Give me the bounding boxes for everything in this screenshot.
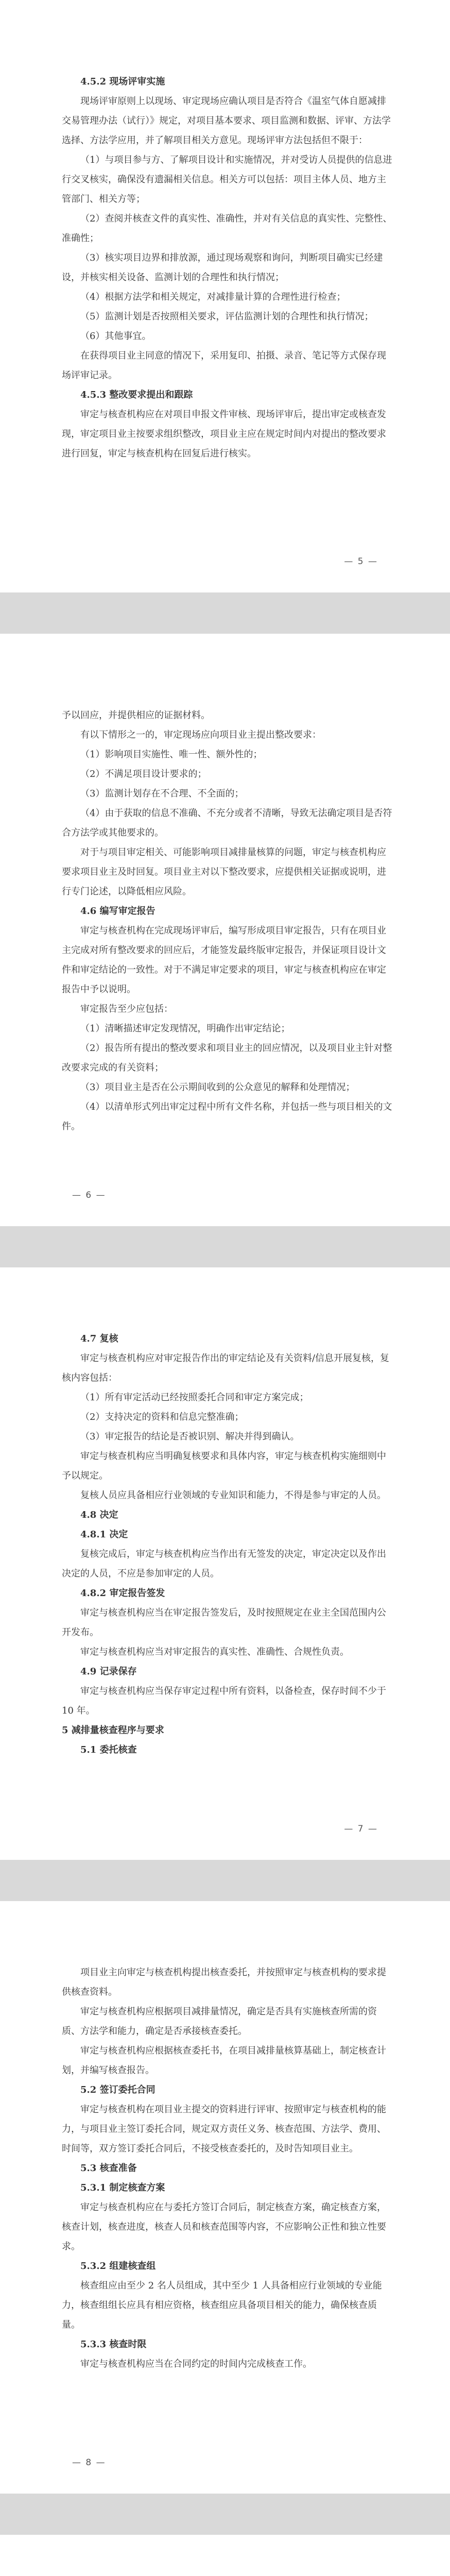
- paragraph: 审定与核查机构应根据核查委托书，在项目减排量核算基础上，制定核查计划，并编写核查报告。: [62, 2045, 386, 2076]
- paragraph: （2）报告所有提出的整改要求和项目业主的回应情况，以及项目业主针对整改要求完成的有关资料；: [62, 1043, 392, 1073]
- section-heading: 4.8 决定: [80, 1510, 118, 1520]
- paragraph: 审定与核查机构应在与委托方签订合同后，制定核查方案，确定核查方案，核查计划，核查进度，核查人员和核查范围等内容，不应影响公正性和独立性要求。: [62, 2202, 386, 2252]
- paragraph: （6）其他事宜。: [80, 331, 151, 342]
- section-heading: 4.8.1 决定: [80, 1529, 128, 1540]
- paragraph: 项目业主向审定与核查机构提出核查委托，并按照审定与核查机构的要求提供核查资料。: [62, 1967, 386, 1997]
- document-page-4: [0, 1901, 450, 2494]
- section-heading: 4.8.2 审定报告签发: [80, 1588, 165, 1599]
- paragraph: （1）所有审定活动已经按照委托合同和审定方案完成；: [80, 1392, 309, 1403]
- document-page-5: [0, 2535, 450, 2576]
- section-heading: 4.5.3 整改要求提出和跟踪: [80, 389, 193, 400]
- paragraph: 审定与核查机构应当明确复核要求和具体内容，审定与核查机构实施细则中予以规定。: [62, 1451, 386, 1481]
- paragraph: 审定报告至少应包括：: [80, 1004, 173, 1014]
- paragraph: （1）清晰描述审定发现情况，明确作出审定结论；: [80, 1023, 290, 1034]
- section-heading: 5.3 核查准备: [80, 2163, 137, 2174]
- page-3-text: [62, 1329, 393, 1760]
- section-heading: 4.6 编写审定报告: [80, 906, 155, 917]
- paragraph: 核查组应由至少 2 名人员组成，其中至少 1 人具备相应行业领域的专业能力，核查组组长应具有相应资格，核查组应具备项目相关的能力，确保核查质量。: [62, 2280, 382, 2330]
- paragraph: 审定与核查机构应在对项目申报文件审核、现场评审后，提出审定或核查发现，审定项目业主按要求组织整改，项目业主应在规定时间内对提出的整改要求进行回复，审定与核查机构在回复后进行核实。: [62, 409, 386, 459]
- paragraph: （1）影响项目实施性、唯一性、额外性的；: [80, 749, 263, 760]
- paragraph: 现场评审原则上以现场、审定现场应确认项目是否符合《温室气体自愿减排交易管理办法（试行）》规定，对项目基本要求、项目监测和数据、评审、方法学选择、方法学应用，并了解项目相关方意见。现场评审方法包括但不限于：: [62, 96, 391, 146]
- paragraph: 审定与核查机构应当对审定报告的真实性、准确性、合规性负责。: [80, 1647, 349, 1657]
- paragraph: （3）监测计划存在不合理、不全面的；: [80, 788, 244, 799]
- page-number: — 8 —: [72, 2458, 106, 2468]
- paragraph: 予以回应，并提供相应的证据材料。: [62, 710, 210, 721]
- paragraph: （2）查阅并核查文件的真实性、准确性，并对有关信息的真实性、完整性、准确性；: [62, 213, 392, 244]
- section-heading: 4.9 记录保存: [80, 1666, 137, 1677]
- paragraph: 审定与核查机构在完成现场评审后，编写形成项目审定报告，只有在项目业主完成对所有整改要求的回应后，才能签发最终版审定报告，并保证项目设计文件和审定结论的一致性。对于不满足审定要求的项目，审定与核查机构应在审定报告中予以说明。: [62, 925, 386, 995]
- section-heading: 4.5.2 现场评审实施: [80, 76, 165, 87]
- paragraph: 在获得项目业主同意的情况下，采用复印、拍摄、录音、笔记等方式保存现场评审记录。: [62, 350, 386, 381]
- paragraph: （2）支持决定的资料和信息完整准确；: [80, 1412, 244, 1422]
- paragraph: 审定与核查机构应对审定报告作出的审定结论及有关资料/信息开展复核，复核内容包括：: [62, 1353, 390, 1383]
- paragraph: （1）与项目参与方、了解项目设计和实施情况，并对受访人员提供的信息进行交叉核实，确保没有遗漏相关信息。相关方可以包括：项目主体人员、地方主管部门、相关方等；: [62, 155, 392, 205]
- paragraph: 审定与核查机构应当在合同约定的时间内完成核查工作。: [80, 2359, 312, 2369]
- paragraph: 审定与核查机构应根据项目减排量情况，确定是否具有实施核查所需的资质、方法学和能力，确定是否承接核查委托。: [62, 2006, 377, 2037]
- section-heading: 4.7 复核: [80, 1333, 118, 1344]
- section-heading: 5.3.2 组建核查组: [80, 2261, 156, 2272]
- paragraph: 复核完成后，审定与核查机构应当作出有无签发的决定，审定决定以及作出决定的人员，不应是参加审定的人员。: [62, 1549, 386, 1579]
- page-1-text: [62, 72, 393, 464]
- paragraph: 审定与核查机构在项目业主提交的资料进行评审、按照审定与核查机构的能力，与项目业主签订委托合同，规定双方责任义务、核查范围、方法学、费用、时间等，双方签订委托合同后，不接受核查委托的，及时告知项目业主。: [62, 2104, 386, 2154]
- paragraph: （2）不满足项目设计要求的；: [80, 769, 207, 779]
- document-page-2: [0, 634, 450, 1226]
- document-page-3: [0, 1267, 450, 1860]
- page-number: — 6 —: [72, 1190, 106, 1200]
- document-page-1: [0, 0, 450, 592]
- paragraph: 对于与项目审定相关、可能影响项目减排量核算的问题，审定与核查机构应要求项目业主及时回复。项目业主对以下整改要求，应提供相关证据或说明，进行专门论述，以降低相应风险。: [62, 847, 386, 897]
- section-heading: 5.2 签订委托合同: [80, 2084, 155, 2095]
- page-number: — 7 —: [344, 1824, 378, 1834]
- page-number: — 5 —: [344, 556, 378, 567]
- paragraph: （4）由于获取的信息不准确、不充分或者不清晰，导致无法确定项目是否符合方法学或其他要求的。: [62, 808, 392, 838]
- paragraph: （5）监测计划是否按照相关要求，评估监测计划的合理性和执行情况；: [80, 311, 374, 322]
- page-4-text: [62, 1963, 393, 2374]
- page-2-text: [62, 706, 393, 1137]
- paragraph: （3）审定报告的结论是否被识别、解决并得到确认。: [80, 1431, 300, 1442]
- paragraph: 审定与核查机构应当在审定报告签发后，及时按照规定在业主全国范围内公开发布。: [62, 1607, 386, 1638]
- paragraph: （4）以清单形式列出审定过程中所有文件名称，并包括一些与项目相关的文件。: [62, 1101, 392, 1132]
- paragraph: （4）根据方法学和相关规定，对减排量计算的合理性进行检查；: [80, 292, 346, 302]
- paragraph: 审定与核查机构应当保存审定过程中所有资料，以备检查，保存时间不少于 10 年。: [62, 1686, 386, 1716]
- paragraph: （3）核实项目边界和排放源，通过现场观察和询问，判断项目确实已经建设，并核实相关设备、监测计划的合理性和执行情况；: [62, 252, 383, 283]
- section-heading: 5.3.3 核查时限: [80, 2339, 147, 2350]
- paragraph: 复核人员应具备相应行业领域的专业知识和能力，不得是参与审定的人员。: [80, 1490, 386, 1501]
- section-heading: 5.1 委托核查: [80, 1744, 137, 1755]
- section-heading: 5.3.1 制定核查方案: [80, 2182, 165, 2193]
- paragraph: （3）项目业主是否在公示期间收到的公众意见的解释和处理情况；: [80, 1082, 355, 1093]
- chapter-heading: 5 减排量核查程序与要求: [62, 1725, 164, 1736]
- paragraph: 有以下情形之一的，审定现场应向项目业主提出整改要求：: [80, 730, 321, 740]
